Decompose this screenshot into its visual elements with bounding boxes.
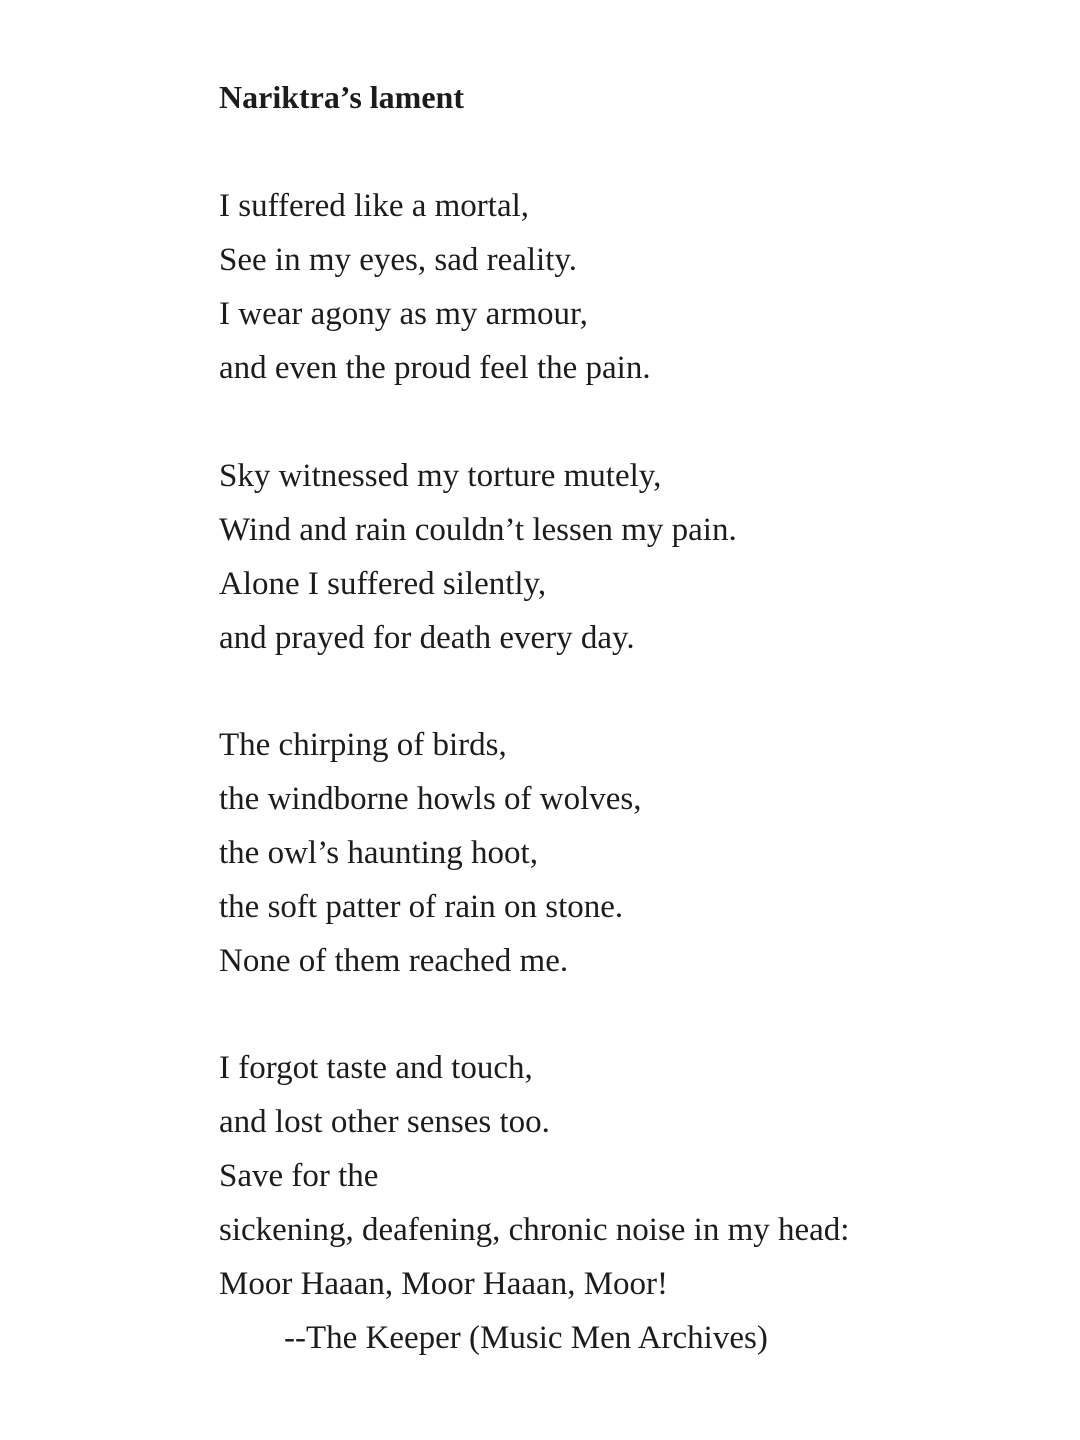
poem-line: Alone I suffered silently, <box>219 566 547 602</box>
poem-line: the owl’s haunting hoot, <box>219 835 538 871</box>
poem-line: and lost other senses too. <box>219 1104 550 1140</box>
poem-line: the windborne howls of wolves, <box>219 781 642 817</box>
poem-line: See in my eyes, sad reality. <box>219 242 578 278</box>
stanza-1 <box>219 179 651 395</box>
poem-line: and even the proud feel the pain. <box>219 350 651 386</box>
poem-line: sickening, deafening, chronic noise in my head: <box>219 1212 850 1248</box>
poem-attribution: --The Keeper (Music Men Archives) <box>284 1320 768 1356</box>
poem-line: I forgot taste and touch, <box>219 1050 533 1086</box>
poem-line: The chirping of birds, <box>219 727 507 763</box>
poem-line: Sky witnessed my torture mutely, <box>219 458 662 494</box>
poem-line: Moor Haaan, Moor Haaan, Moor! <box>219 1266 669 1302</box>
poem-line: Wind and rain couldn’t lessen my pain. <box>219 512 737 548</box>
stanza-2 <box>219 449 737 665</box>
poem-line: and prayed for death every day. <box>219 620 635 656</box>
stanza-4 <box>219 1041 849 1311</box>
poem-line: I wear agony as my armour, <box>219 296 588 332</box>
poem-line: I suffered like a mortal, <box>219 188 530 224</box>
poem-line: the soft patter of rain on stone. <box>219 889 624 925</box>
poem-line: Save for the <box>219 1158 379 1194</box>
poem-title: Nariktra’s lament <box>219 79 464 115</box>
poem-line: None of them reached me. <box>219 943 569 979</box>
stanza-3 <box>219 718 642 988</box>
